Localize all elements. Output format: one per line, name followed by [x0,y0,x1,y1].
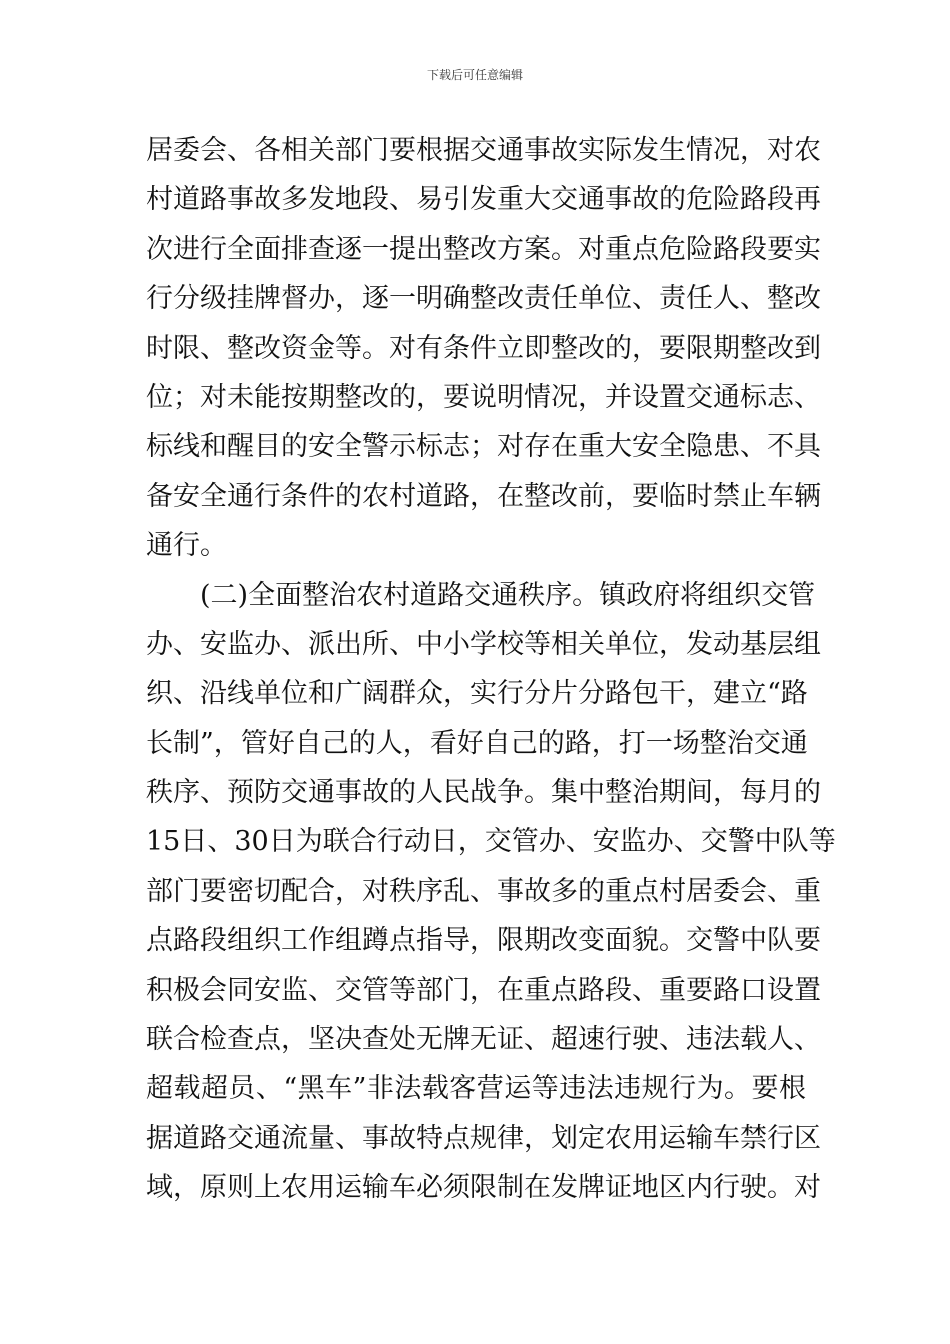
text-line: 据道路交通流量、事故特点规律，划定农用运输车禁行区 [146,1122,821,1154]
text-line: 部门要密切配合，对秩序乱、事故多的重点村居委会、重 [146,875,821,907]
text-line: 通行。 [146,530,227,562]
text-line: 时限、整改资金等。对有条件立即整改的，要限期整改到 [146,332,821,364]
paragraph-heading-line: (二)全面整治农村道路交通秩序。镇政府将组织交管 [200,579,816,611]
body-text [146,126,836,1213]
text-line: 联合检查点，坚决查处无牌无证、超速行驶、违法载人、 [146,1024,821,1056]
text-line: 备安全通行条件的农村道路，在整改前，要临时禁止车辆 [146,480,821,512]
text-line: 长制”，管好自己的人，看好自己的路，打一场整治交通 [146,727,808,759]
text-line: 织、沿线单位和广阔群众，实行分片分路包干，建立“路 [146,678,808,710]
text-line: 超载超员、“黑车”非法载客营运等违法违规行为。要根 [146,1073,806,1105]
text-line: 秩序、预防交通事故的人民战争。集中整治期间，每月的 [146,777,821,809]
text-line: 行分级挂牌督办，逐一明确整改责任单位、责任人、整改 [146,283,821,315]
page-header: 下载后可任意编辑 [426,68,523,82]
text-line: 办、安监办、派出所、中小学校等相关单位，发动基层组 [146,628,821,660]
text-line: 积极会同安监、交管等部门，在重点路段、重要路口设置 [146,974,821,1006]
text-line: 15日、30日为联合行动日，交管办、安监办、交警中队等 [146,826,836,858]
text-line: 次进行全面排查逐一提出整改方案。对重点危险路段要实 [146,233,821,265]
text-line: 标线和醒目的安全警示标志；对存在重大安全隐患、不具 [146,431,821,463]
text-line: 点路段组织工作组蹲点指导，限期改变面貌。交警中队要 [146,925,821,957]
text-line: 域，原则上农用运输车必须限制在发牌证地区内行驶。对 [146,1172,821,1204]
text-line: 村道路事故多发地段、易引发重大交通事故的危险路段再 [146,184,821,216]
text-line: 居委会、各相关部门要根据交通事故实际发生情况，对农 [146,135,821,166]
text-line: 位；对未能按期整改的，要说明情况，并设置交通标志、 [146,381,821,413]
